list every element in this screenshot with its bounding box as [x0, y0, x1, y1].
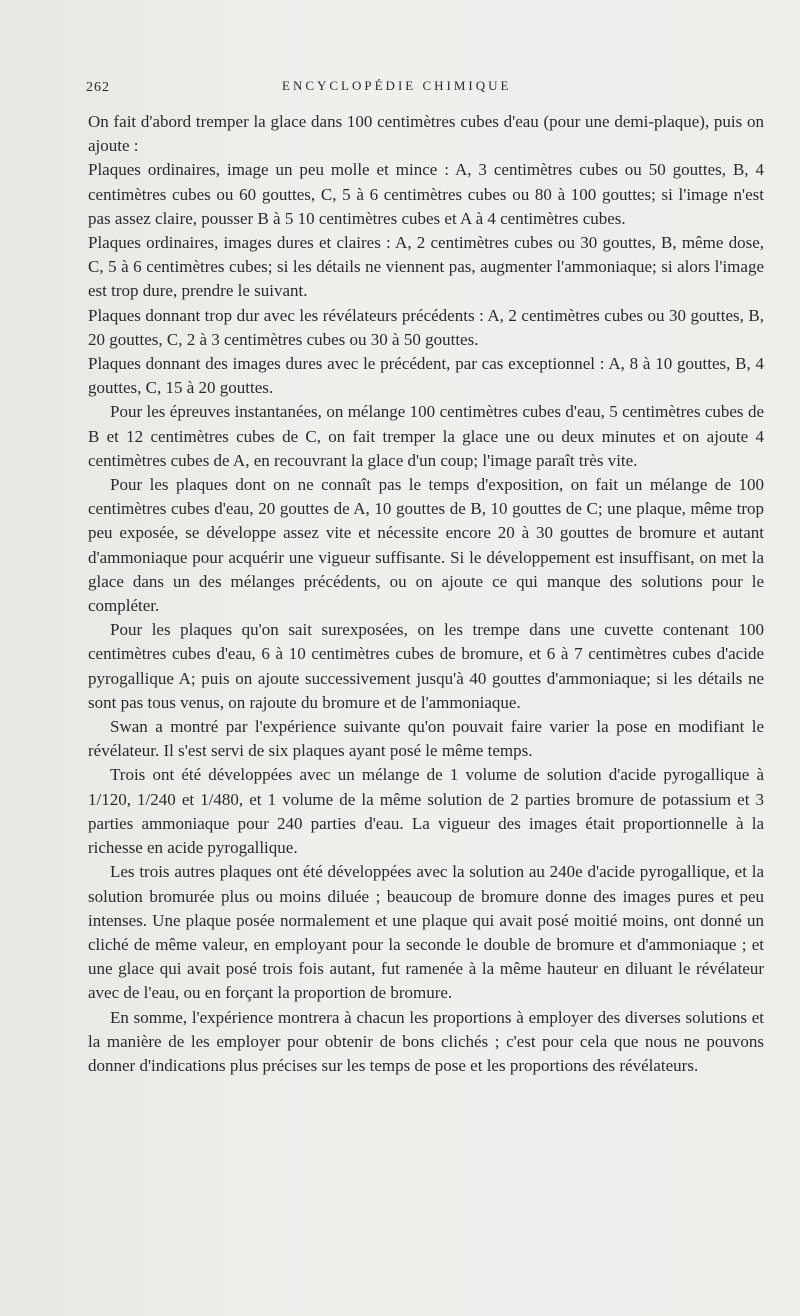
paragraph: Trois ont été développées avec un mélange de 1 volume de solution d'acide pyrogallique à 1/120, 1/240 et 1/480, et 1 volume de la même solution de 2 parties bromure de potassium et 3 parties ammoniaque pour 240 parties d'eau. La vigueur des images était proportionnelle à la richesse en acide pyrogallique.	[88, 765, 764, 858]
body-text	[88, 110, 764, 1078]
paragraph: Swan a montré par l'expérience suivante qu'on pouvait faire varier la pose en modifiant le révélateur. Il s'est servi de six plaques ayant posé le même temps.	[88, 717, 764, 761]
paragraph: Pour les plaques qu'on sait surexposées, on les trempe dans une cuvette contenant 100 centimètres cubes d'eau, 6 à 10 centimètres cubes de bromure, et 6 à 7 centimètres cubes d'acide pyrogallique A; puis on ajoute successivement jusqu'à 40 gouttes d'ammoniaque; si les détails ne sont pas tous venus, on rajoute du bromure et de l'ammoniaque.	[88, 620, 764, 712]
paragraph: Les trois autres plaques ont été développées avec la solution au 240e d'acide pyrogallique, et la solution bromurée plus ou moins diluée ; beaucoup de bromure donne des images pures et peu intenses. Une plaque posée normalement et une plaque qui avait posé moitié moins, ont donné un cliché de même valeur, en employant pour la seconde le double de bromure et d'ammoniaque ; et une glace qui avait posé trois fois autant, fut ramenée à la même hauteur en diluant le révélateur avec de l'eau, ou en forçant la proportion de bromure.	[88, 862, 764, 1003]
paragraph: Pour les épreuves instantanées, on mélange 100 centimètres cubes d'eau, 5 centimètres cubes de B et 12 centimètres cubes de C, on fait tremper la glace une ou deux minutes et on ajoute 4 centimètres cubes de A, en recouvrant la glace d'un coup; l'image paraît très vite.	[88, 402, 764, 470]
paragraph: Plaques ordinaires, images dures et claires : A, 2 centimètres cubes ou 30 gouttes, B, même dose, C, 5 à 6 centimètres cubes; si les détails ne viennent pas, augmenter l'ammoniaque; si alors l'image est trop dure, prendre le suivant.	[88, 233, 764, 301]
paragraph: On fait d'abord tremper la glace dans 100 centimètres cubes d'eau (pour une demi-plaque), puis on ajoute :	[88, 112, 764, 156]
paragraph: En somme, l'expérience montrera à chacun les proportions à employer des diverses solutions et la manière de les employer pour obtenir de bons clichés ; c'est pour cela que nous ne pouvons donner d'indications plus précises sur les temps de pose et les proportions des révélateurs.	[88, 1007, 764, 1075]
paragraph: Plaques ordinaires, image un peu molle et mince : A, 3 centimètres cubes ou 50 gouttes, B, 4 centimètres cubes ou 60 gouttes, C, 5 à 6 centimètres cubes ou 80 à 100 gouttes; si l'image n'est pas assez claire, pousser B à 5 10 centimètres cubes et A à 4 centimètres cubes.	[88, 160, 764, 228]
page-number: 262	[86, 80, 110, 95]
running-head: ENCYCLOPÉDIE CHIMIQUE	[282, 78, 512, 93]
paragraph: Plaques donnant des images dures avec le précédent, par cas exceptionnel : A, 8 à 10 gouttes, B, 4 gouttes, C, 15 à 20 gouttes.	[88, 354, 764, 398]
paragraph: Plaques donnant trop dur avec les révélateurs précédents : A, 2 centimètres cubes ou 30 gouttes, B, 20 gouttes, C, 2 à 3 centimètres cubes ou 30 à 50 gouttes.	[88, 305, 764, 349]
page-header	[0, 76, 800, 100]
paragraph: Pour les plaques dont on ne connaît pas le temps d'exposition, on fait un mélange de 100 centimètres cubes d'eau, 20 gouttes de A, 10 gouttes de B, 10 gouttes de C; une plaque, même trop peu exposée, se développe assez vite et nécessite encore 20 à 30 gouttes de bromure et autant d'ammoniaque pour acquérir une vigueur suffisante. Si le développement est insuffisant, on met la glace dans un des mélanges précédents, ou on ajoute ce qui manque des solutions pour le compléter.	[88, 475, 764, 616]
